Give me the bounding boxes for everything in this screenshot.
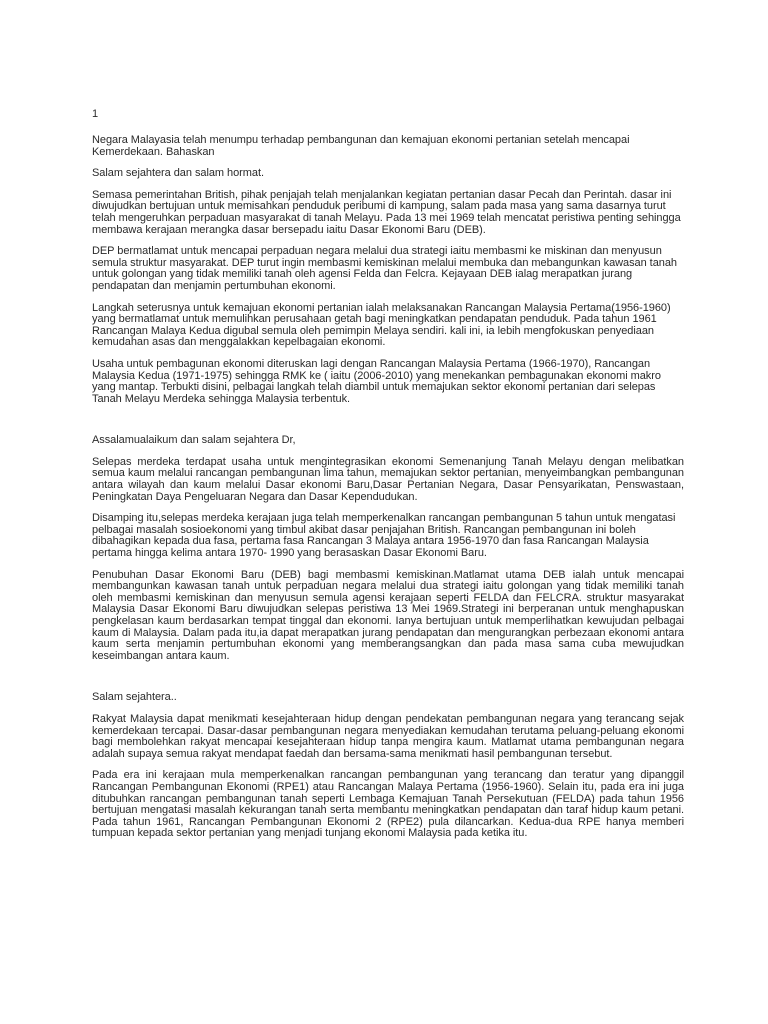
paragraph: Usaha untuk pembagunan ekonomi diteruskan lagi dengan Rancangan Malaysia Pertama (1966-1970), Rancangan Malaysia Kedua (1971-1975) sehingga RMK ke ( iaitu (2006-2010) yang menekankan pembagunakan ekonomi makro yang mantap. Terbukti disini, pelbagai langkah telah diambil untuk memajukan sektor ekonomi pertanian dari selepas Tanah Melayu Merdeka sehingga Malaysia terbentuk.: [92, 357, 661, 405]
section-1: [92, 135, 684, 405]
paragraph: DEP bermatlamat untuk mencapai perpaduan negara melalui dua strategi iaitu membasmi ke miskinan dan menyusun semula struktur masyarakat. DEP turut ingin membasmi kemiskinan melalui membuka dan mebangunkan kawasan tanah untuk golongan yang tidak memiliki tanah oleh agensi Felda dan Felcra. Kejayaan DEB ialag merapatkan jurang pendapatan dan menjamin pertumbuhan ekonomi.: [92, 245, 677, 292]
page-number: 1: [92, 108, 99, 120]
greeting: Assalamualaikum dan salam sejahtera Dr,: [92, 434, 296, 447]
greeting: Salam sejahtera dan salam hormat.: [92, 167, 264, 180]
section-2: [92, 435, 684, 662]
section-spacer: [92, 672, 684, 692]
paragraph: Semasa pemerintahan British, pihak penjajah telah menjalankan kegiatan pertanian dasar Pecah dan Perintah. dasar ini diwujudkan bertujuan untuk memisahkan penduduk peribumi di kampung, salam pada masa yang sama dasarnya turut telah mengeruhkan perpaduan masyarakat di tanah Melayu. Pada 13 mei 1969 telah mencatat peristiwa penting sehingga membawa kerajaan merangka dasar bersepadu iaitu Dasar Ekonomi Baru (DEB).: [92, 188, 681, 236]
question-title: Negara Malayasia telah menumpu terhadap pembangunan dan kemajuan ekonomi pertanian setelah mencapai Kemerdekaan. Bahaskan: [92, 134, 630, 158]
paragraph: Penubuhan Dasar Ekonomi Baru (DEB) bagi membasmi kemiskinan.Matlamat utama DEB ialah untuk mencapai membangunkan kawasan tanah untuk perpaduan negara melalui dua strategi iaitu golongan yang tidak memiliki tanah oleh membasmi kemiskinan dan menyusun semula agensi kerajaan seperti FELDA dan FELCRA. struktur masyarakat Malaysia Dasar Ekonomi Baru diwujudkan selepas peristiwa 13 Mei 1969.Strategi ini berperanan untuk menghapuskan pengkelasan kaum berdasarkan tempat tinggal dan ekonomi. Ianya bertujuan untuk memperlihatkan kewujudan pelbagai kaum di Malaysia. Dalam pada itu,ia dapat merapatkan jurang pendapatan dan mengurangkan perbezaan ekonomi antara kaum serta menjamin pertumbuhan ekonomi yang memberangsangkan dan pada masa sama cuba mewujudkan keseimbangan antara kaum.: [92, 568, 684, 662]
section-3: [92, 692, 684, 840]
paragraph: Selepas merdeka terdapat usaha untuk mengintegrasikan ekonomi Semenanjung Tanah Melayu dengan melibatkan semua kaum melalui rancangan pembangunan lima tahun, memajukan sektor pertanian, menyeimbangkan pembangunan antara wilayah dan kaum melalui Dasar ekonomi Baru,Dasar Pertanian Negara, Dasar Pensyarikatan, Penswastaan, Peningkatan Daya Pengeluaran Negara dan Dasar Kependudukan.: [92, 455, 684, 503]
paragraph: Langkah seterusnya untuk kemajuan ekonomi pertanian ialah melaksanakan Rancangan Malaysia Pertama(1956-1960) yang bermatlamat untuk memulihkan perusahaan getah bagi meningkatkan pendapatan penduduk. Pada tahun 1961 Rancangan Malaya Kedua digubal semula oleh pemimpin Melaya sendiri. kali ini, ia lebih mengfokuskan penyediaan kemudahan asas dan menggalakkan kepelbagaian ekonomi.: [92, 301, 671, 349]
paragraph: Rakyat Malaysia dapat menikmati kesejahteraan hidup dengan pendekatan pembangunan negara yang terancang sejak kemerdekaan tercapai. Dasar-dasar pembangunan negara menyediakan kemudahan terutama peluang-peluang ekonomi bagi membolehkan rakyat mencapai kesejahteraan hidup tanpa mengira kaum. Matlamat utama pembangunan negara adalah supaya semua rakyat mendapat faedah dan bersama-sama menikmati hasil pembangunan tersebut.: [92, 712, 684, 760]
paragraph: Disamping itu,selepas merdeka kerajaan juga telah memperkenalkan rancangan pembangunan 5 tahun untuk mengatasi pelbagai masalah sosioekonomi yang timbul akibat dasar penjajahan British. Rancangan pembangunan ini boleh dibahagikan kepada dua fasa, pertama fasa Rancangan 3 Malaya antara 1956-1970 dan fasa Rancangan Malaysia pertama hingga kelima antara 1970- 1990 yang berasaskan Dasar Ekonomi Baru.: [92, 512, 676, 560]
paragraph: Pada era ini kerajaan mula memperkenalkan rancangan pembangunan yang terancang dan teratur yang dipanggil Rancangan Pembangunan Ekonomi (RPE1) atau Rancangan Malaya Pertama (1956-1960). Selain itu, pada era ini juga ditubuhkan rancangan pembangunan tanah seperti Lembaga Kemajuan Tanah Persekutuan (FELDA) pada tahun 1956 bertujuan mengatasi masalah kekurangan tanah serta membantu meningkatkan pendapatan dan taraf hidup kaum petani. Pada tahun 1961, Rancangan Pembangunan Ekonomi 2 (RPE2) pula dilancarkan. Kedua-dua RPE hanya memberi tumpuan kepada sektor pertanian yang menjadi tunjang ekonomi Malaysia pada ketika itu.: [92, 769, 684, 840]
section-spacer: [92, 415, 684, 435]
greeting: Salam sejahtera..: [92, 691, 177, 704]
